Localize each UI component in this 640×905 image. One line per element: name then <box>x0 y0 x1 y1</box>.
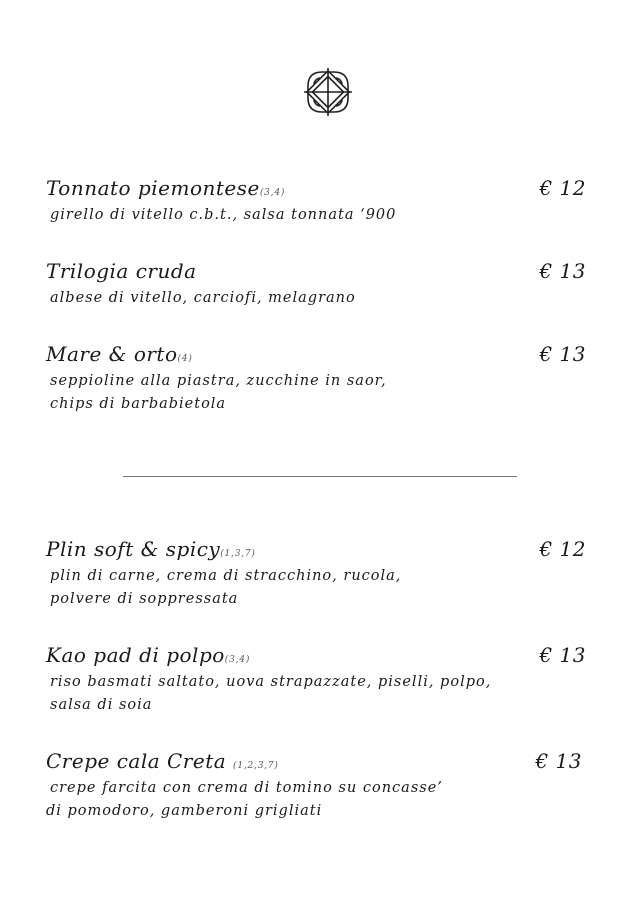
dish-name: Crepe cala Creta <box>46 749 234 773</box>
allergen-codes: (1,3,7) <box>220 549 256 559</box>
dish-price: € 13 <box>539 643 586 667</box>
description-line: girello di vitello c.b.t., salsa tonnata ‘900 <box>50 207 397 223</box>
description-line: di pomodoro, gamberoni grigliati <box>46 803 323 819</box>
quatrefoil-knot-icon <box>300 64 356 120</box>
menu-item <box>46 643 596 717</box>
description-line: seppioline alla piastra, zucchine in saor, <box>50 373 387 389</box>
dish-price: € 13 <box>539 259 586 283</box>
dish-description <box>50 565 596 611</box>
dish-description <box>50 370 596 416</box>
menu-item <box>46 176 596 227</box>
description-line: albese di vitello, carciofi, melagrano <box>50 290 356 306</box>
dish-name: Tonnato piemontese <box>46 176 260 200</box>
dish-price: € 12 <box>539 176 586 200</box>
menu-item <box>46 259 596 310</box>
description-line: riso basmati saltato, uova strapazzate, piselli, polpo, <box>50 674 492 690</box>
dish-description <box>50 671 596 717</box>
dish-price: € 12 <box>539 537 586 561</box>
dish-price: € 13 <box>535 749 582 773</box>
description-line: polvere di soppressata <box>50 591 239 607</box>
description-line: plin di carne, crema di stracchino, rucola, <box>50 568 402 584</box>
dish-price: € 13 <box>539 342 586 366</box>
dish-name: Plin soft & spicy <box>46 537 221 561</box>
dish-name: Mare & orto <box>46 342 178 366</box>
description-line: salsa di soia <box>50 697 153 713</box>
description-line: chips di barbabietola <box>50 396 227 412</box>
description-line: crepe farcita con crema di tomino su concasse’ <box>50 780 443 796</box>
allergen-codes: (3,4) <box>224 655 251 665</box>
allergen-codes: (4) <box>177 354 193 364</box>
dish-description <box>50 287 596 310</box>
menu-item <box>46 749 596 823</box>
dish-name: Kao pad di polpo <box>46 643 225 667</box>
allergen-codes: (1,2,3,7) <box>233 761 279 771</box>
dish-name: Trilogia cruda <box>46 259 197 283</box>
allergen-codes: (3,4) <box>259 188 286 198</box>
menu-item <box>46 342 596 416</box>
dish-description <box>50 204 596 227</box>
dish-description <box>46 777 596 823</box>
section-divider <box>123 476 517 477</box>
menu-item <box>46 537 596 611</box>
